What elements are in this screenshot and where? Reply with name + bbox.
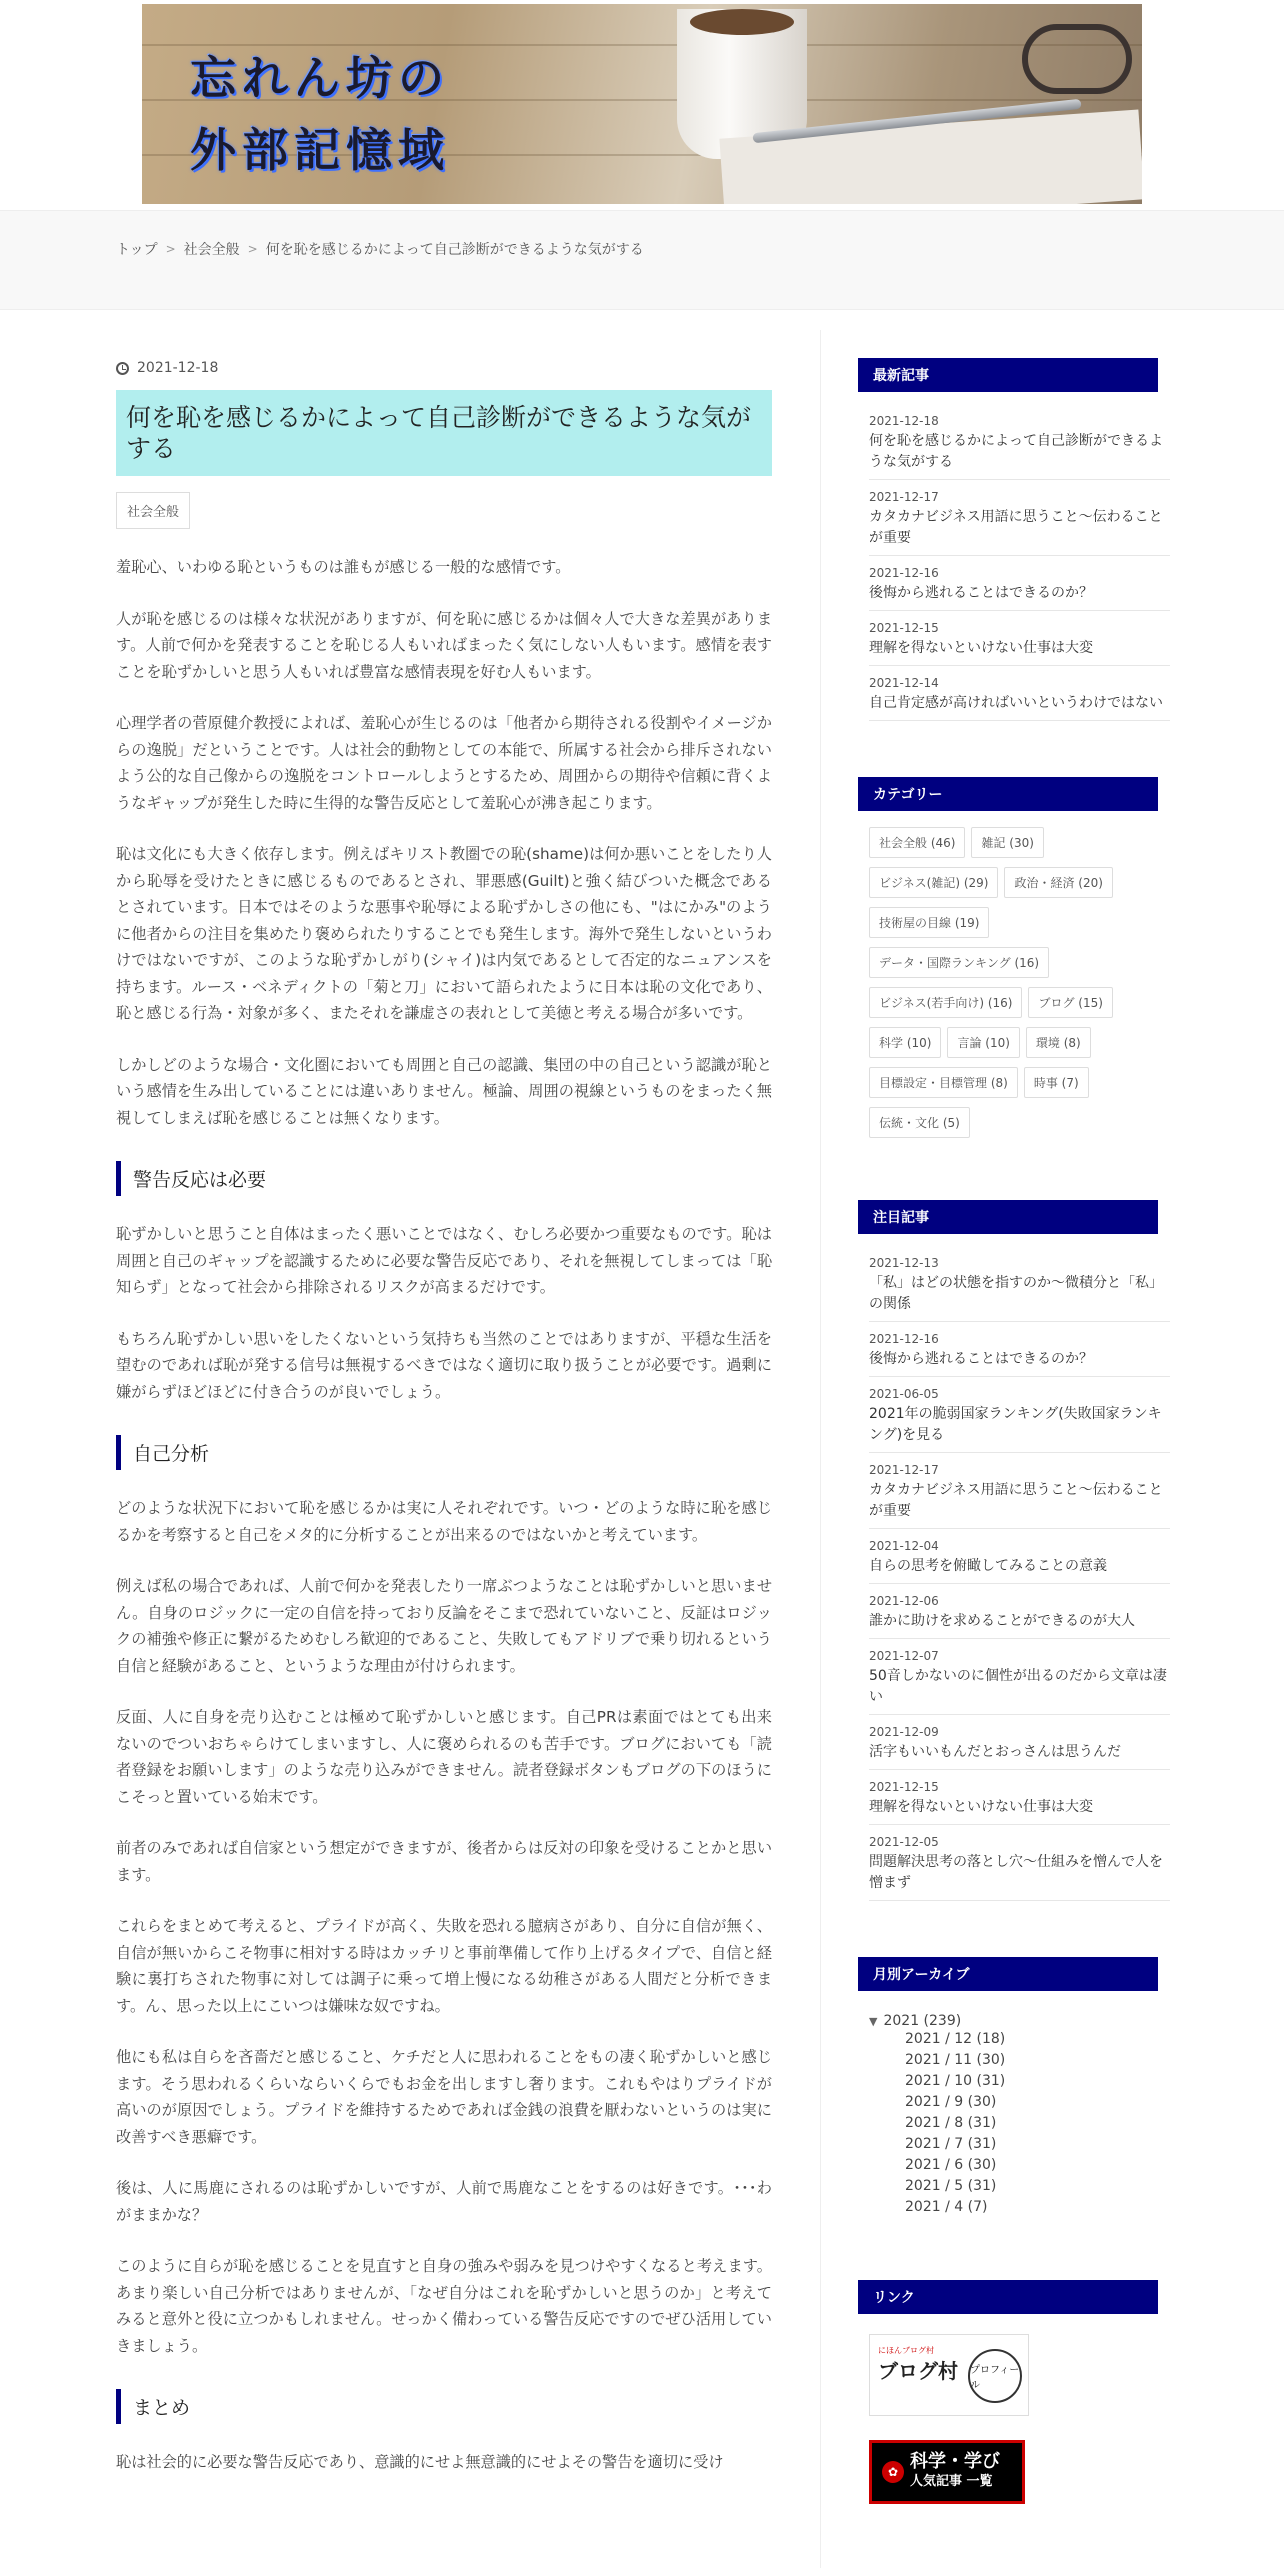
paragraph: 羞恥心、いわゆる恥というものは誰もが感じる一般的な感情です。 [116,558,571,576]
paragraph: 例えば私の場合であれば、人前で何かを発表したり一席ぶつようなことは恥ずかしいと思いません。自身のロジックに一定の自信を持っており反論をそこまで恐れていないこと、反証はロジックの補強や修正に繋がるためむしろ歓迎的であること、失敗してもアドリブで乗り切れるという自信と経験があること、というような理由が付けられます。 [116,1577,772,1675]
recent-post-item[interactable] [869,480,1170,556]
post-date [116,360,772,376]
site-header [0,0,1284,210]
section-heading: 自己分析 [116,1435,772,1470]
widget-title-archive: 月別アーカイブ [858,1957,1158,1991]
recent-post-title[interactable]: 自己肯定感が高ければいいというわけではない [869,695,1163,711]
featured-post-date: 2021-12-15 [869,1780,939,1794]
paragraph: 後は、人に馬鹿にされるのは恥ずかしいですが、人前で馬鹿なことをするのは好きです。･･･わがままかな？ [116,2179,772,2224]
recent-posts-list [858,404,1170,721]
archive-month[interactable]: 2021 / 6 (30) [905,2157,997,2173]
paragraph: 反面、人に自身を売り込むことは極めて恥ずかしいと感じます。自己PRは素面ではとても出来ないのでついおちゃらけてしまいますし、人に褒められるのも苦手です。ブログにおいても「読者登録をお願いします」のような売り込みができません。読者登録ボタンもブログの下のほうにこそっと置いている始末です。 [116,1708,772,1806]
category-tag[interactable]: 言論 (10) [947,1027,1019,1058]
featured-post-date: 2021-12-06 [869,1594,939,1608]
archive-month-list [905,2029,1170,2218]
breadcrumb-chevron-icon: > [165,242,176,256]
sidebar [858,358,1170,2504]
recent-post-item[interactable] [869,404,1170,480]
featured-post-item[interactable] [869,1770,1170,1825]
featured-post-date: 2021-12-04 [869,1539,939,1553]
blogmura-banner-sub: にほんブログ村 [878,2346,934,2355]
category-tag[interactable]: 科学 (10) [869,1027,941,1058]
featured-post-item[interactable] [869,1639,1170,1715]
archive-month[interactable]: 2021 / 11 (30) [905,2052,1006,2068]
category-tag[interactable]: 雑記 (30) [971,827,1043,858]
section-heading: 警告反応は必要 [116,1161,772,1196]
category-tag[interactable]: 伝統・文化 (5) [869,1107,970,1138]
paragraph: 人が恥を感じるのは様々な状況がありますが、何を恥に感じるかは個々人で大きな差異があります。人前で何かを発表することを恥じる人もいればまったく気にしない人もいます。感情を表すことを恥ずかしいと思う人もいれば豊富な感情表現を好む人もいます。 [116,609,773,681]
profile-circle: プロフィール [968,2349,1022,2403]
paragraph: 恥は社会的に必要な警告反応であり、意識的にせよ無意識的にせよその警告を適切に受け [116,2453,724,2471]
category-tag[interactable]: ビジネス(雑記) (29) [869,867,998,898]
featured-post-item[interactable] [869,1322,1170,1377]
archive-month[interactable]: 2021 / 5 (31) [905,2178,997,2194]
featured-post-item[interactable] [869,1529,1170,1584]
article [116,360,772,2476]
featured-post-date: 2021-12-13 [869,1256,939,1270]
recent-post-item[interactable] [869,611,1170,666]
breadcrumb-category[interactable]: 社会全般 [183,242,240,258]
post-category-tag[interactable]: 社会全般 [116,492,190,529]
site-title[interactable]: 忘れん坊の 外部記憶域 [190,51,450,177]
header-banner-image[interactable] [142,4,1142,204]
featured-post-date: 2021-12-05 [869,1835,939,1849]
widget-title-recent: 最新記事 [858,358,1158,392]
featured-post-item[interactable] [869,1584,1170,1639]
featured-post-date: 2021-12-07 [869,1649,939,1663]
archive-tree [858,2013,1170,2218]
archive-month[interactable]: 2021 / 12 (18) [905,2031,1006,2047]
category-tag[interactable]: データ・国際ランキング (16) [869,947,1049,978]
post-date-text: 2021-12-18 [137,360,219,376]
category-list [858,827,1158,1138]
recent-post-title[interactable]: 後悔から逃れることはできるのか？ [869,585,1093,601]
breadcrumb-current: 何を恥を感じるかによって自己診断ができるような気がする [265,242,644,258]
post-title: 何を恥を感じるかによって自己診断ができるような気がする [116,390,772,476]
widget-title-category: カテゴリー [858,777,1158,811]
category-tag[interactable]: 技術屋の目線 (19) [869,907,989,938]
featured-post-date: 2021-06-05 [869,1387,939,1401]
recent-post-title[interactable]: 何を恥を感じるかによって自己診断ができるような気がする [869,433,1163,470]
breadcrumb-band [0,210,1284,310]
paragraph: これらをまとめて考えると、プライドが高く、失敗を恐れる臆病さがあり、自分に自信が無く、自信が無いからこそ物事に相対する時はカッチリと事前準備して作り上げるタイプで、自信と経験に裏打ちされた物事に対しては調子に乗って増上慢になる幼稚さがある人間だと分析できます。ん、思った以上にこいつは嫌味な奴ですね。 [116,1917,773,2015]
featured-post-title[interactable]: 誰かに助けを求めることができるのが大人 [869,1613,1135,1629]
recent-post-date: 2021-12-16 [869,566,939,580]
post-body [116,554,772,2476]
archive-month[interactable]: 2021 / 9 (30) [905,2094,997,2110]
category-tag[interactable]: 社会全般 (46) [869,827,965,858]
clock-icon [116,362,129,375]
science-banner-text [910,2453,1000,2491]
rose-icon: ✿ [882,2461,904,2483]
archive-month[interactable]: 2021 / 8 (31) [905,2115,997,2131]
recent-post-date: 2021-12-18 [869,414,939,428]
recent-post-date: 2021-12-17 [869,490,939,504]
paragraph: もちろん恥ずかしい思いをしたくないという気持ちも当然のことではありますが、平穏な生活を望むのであれば恥が発する信号は無視するべきではなく適切に取り扱うことが必要です。過剰に嫌がらずほどほどに付き合うのが良いでしょう。 [116,1329,772,1401]
category-tag[interactable]: 政治・経済 (20) [1004,867,1112,898]
recent-post-item[interactable] [869,556,1170,611]
paragraph: しかしどのような場合・文化圏においても周囲と自己の認識、集団の中の自己という認識が恥という感情を生み出していることには違いありません。極論、周囲の視線というものをまったく無視してしまえば恥を感じることは無くなります。 [116,1055,772,1127]
featured-post-date: 2021-12-16 [869,1332,939,1346]
featured-post-item[interactable] [869,1377,1170,1453]
paragraph: 心理学者の菅原健介教授によれば、羞恥心が生じるのは「他者から期待される役割やイメージからの逸脱」だということです。人は社会的動物としての本能で、所属する社会から排斥されないよう公的な自己像からの逸脱をコントロールしようとするため、周囲からの期待や信頼に背くようなギャップが発生した時に生得的な警告反応として羞恥心が沸き起こります。 [116,714,772,812]
featured-post-title[interactable]: 後悔から逃れることはできるのか？ [869,1351,1093,1367]
category-tag[interactable]: ビジネス(若手向け) (16) [869,987,1022,1018]
recent-post-item[interactable] [869,666,1170,721]
paragraph: 恥ずかしいと思うこと自体はまったく悪いことではなく、むしろ必要かつ重要なものです。恥は周囲と自己のギャップを認識するために必要な警告反応であり、それを無視してしまっては「恥知らず」となって社会から排除されるリスクが高まるだけです。 [116,1225,772,1296]
featured-post-title[interactable]: 問題解決思考の落とし穴～仕組みを憎んで人を憎まず [869,1854,1163,1891]
science-ranking-banner[interactable] [869,2440,1025,2504]
featured-post-item[interactable] [869,1825,1170,1901]
featured-post-title[interactable]: 理解を得ないといけない仕事は大変 [869,1799,1093,1815]
featured-post-title[interactable]: 2021年の脆弱国家ランキング(失敗国家ランキング)を見る [869,1406,1162,1443]
paragraph: 恥は文化にも大きく依存します。例えばキリスト教圏での恥(shame)は何か悪いことをしたり人から恥辱を受けたときに感じるものであるとされ、罪悪感(Guilt)と強く結びついた概念であるとされています。日本ではそのような悪事や恥辱による恥ずかしさの他にも、"はにかみ"のように他者からの注目を集めたり褒められたりすることでも発生します。海外で発生しないというわけではないですが、このような恥ずかしがり(シャイ)は内気であるとして否定的なニュアンスを持ちます。ルース・ベネディクトの「菊と刀」において語られたように日本は恥の文化であり、恥と感じる行為・対象が多く、またそれを謙虚さの表れとして美徳と考える場合が多いです。 [116,845,772,1022]
archive-year-label[interactable]: 2021 (239) [883,2013,962,2029]
breadcrumb-home[interactable]: トップ [116,242,158,258]
featured-post-title[interactable]: 50音しかないのに個性が出るのだから文章は凄い [869,1668,1167,1705]
blogmura-banner[interactable] [869,2334,1029,2416]
category-tag[interactable]: 時事 (7) [1024,1067,1089,1098]
column-divider [820,330,821,2568]
recent-post-date: 2021-12-15 [869,621,939,635]
featured-post-item[interactable] [869,1246,1170,1322]
science-banner-line2: 人気記事 一覧 [910,2474,993,2489]
featured-post-title[interactable]: 活字もいいもんだとおっさんは思うんだ [869,1744,1121,1760]
featured-post-title[interactable]: カタカナビジネス用語に思うこと～伝わることが重要 [869,1482,1163,1519]
category-tag[interactable]: 目標設定・目標管理 (8) [869,1067,1018,1098]
featured-posts-list [858,1246,1170,1901]
breadcrumb-chevron-icon: > [247,242,258,256]
paragraph: 前者のみであれば自信家という想定ができますが、後者からは反対の印象を受けることかと思います。 [116,1839,772,1884]
featured-post-item[interactable] [869,1715,1170,1770]
glasses-graphic [1022,24,1132,94]
featured-post-date: 2021-12-09 [869,1725,939,1739]
recent-post-date: 2021-12-14 [869,676,939,690]
featured-post-item[interactable] [869,1453,1170,1529]
archive-month[interactable]: 2021 / 10 (31) [905,2073,1006,2089]
paragraph: このように自らが恥を感じることを見直すと自身の強みや弱みを見つけやすくなると考えます。あまり楽しい自己分析ではありませんが、「なぜ自分はこれを恥ずかしいと思うのか」と考えてみると意外と役に立つかもしれません。せっかく備わっている警告反応ですのでぜひ活用していきましょう。 [116,2257,772,2355]
category-tag[interactable]: ブログ (15) [1028,987,1112,1018]
archive-month[interactable]: 2021 / 7 (31) [905,2136,997,2152]
paragraph: どのような状況下において恥を感じるかは実に人それぞれです。いつ・どのような時に恥を感じるかを考察すると自己をメタ的に分析することが出来るのではないかと考えています。 [116,1499,772,1544]
archive-year[interactable] [869,2013,1170,2029]
featured-post-date: 2021-12-17 [869,1463,939,1477]
featured-post-title[interactable]: 自らの思考を俯瞰してみることの意義 [869,1558,1107,1574]
recent-post-title[interactable]: 理解を得ないといけない仕事は大変 [869,640,1093,656]
blogmura-logo: ブログ村 [878,2359,958,2383]
breadcrumb [116,239,644,259]
triangle-down-icon[interactable]: ▼ [869,2014,878,2028]
widget-title-links: リンク [858,2280,1158,2314]
paragraph: 他にも私は自らを吝嗇だと感じること、ケチだと人に思われることをもの凄く恥ずかしいと感じます。そう思われるくらいならいくらでもお金を出しますし奢ります。これもやはりプライドが高いのが原因でしょう。プライドを維持するためであれば金銭の浪費を厭わないというのは実に改善すべき悪癖です。 [116,2048,772,2146]
widget-title-featured: 注目記事 [858,1200,1158,1234]
archive-month[interactable]: 2021 / 4 (7) [905,2199,988,2215]
recent-post-title[interactable]: カタカナビジネス用語に思うこと～伝わることが重要 [869,509,1163,546]
section-heading: まとめ [116,2389,772,2424]
featured-post-title[interactable]: 「私」はどの状態を指すのか～微積分と「私」の関係 [869,1275,1163,1312]
category-tag[interactable]: 環境 (8) [1026,1027,1091,1058]
science-banner-line1: 科学・学び [910,2451,1000,2472]
